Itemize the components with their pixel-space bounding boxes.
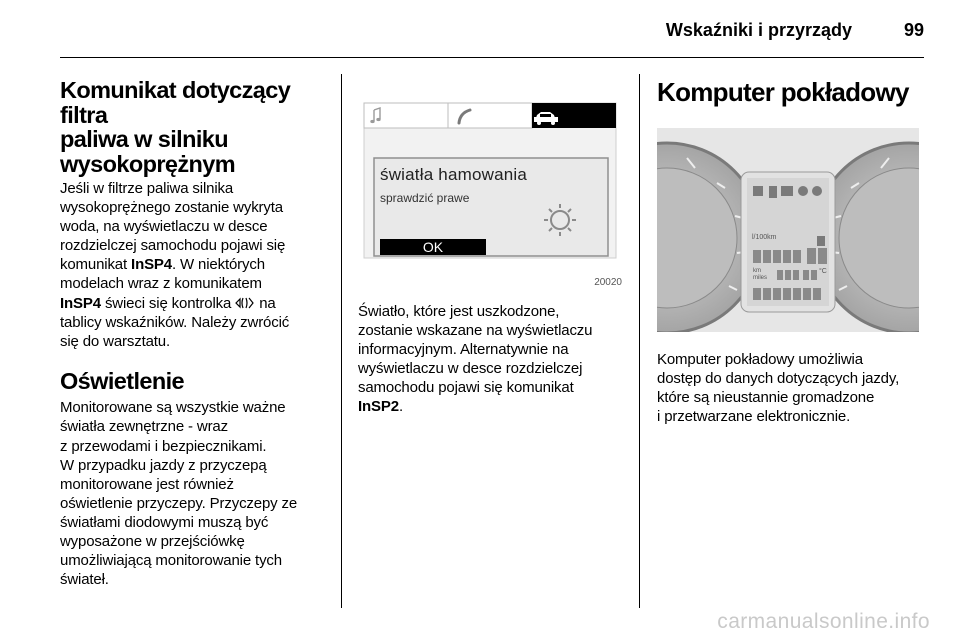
- display-ok-button: OK: [422, 239, 444, 255]
- text-fragment: . W niektórych: [171, 256, 265, 274]
- glow-plug-warning-icon: [235, 296, 255, 310]
- text-line: Komputer pokładowy umożliwia: [657, 351, 863, 368]
- text-line: świateł.: [60, 571, 109, 589]
- section-title-line: paliwa w silniku: [60, 126, 229, 152]
- info-display-figure: [358, 77, 624, 292]
- page-header-title: Wskaźniki i przyrządy: [665, 20, 852, 40]
- cluster-unit-consumption: l/100km: [752, 234, 777, 241]
- message-code-insp4: InSP4: [131, 256, 172, 274]
- text-line: wysokoprężnego zostanie wykryta: [60, 199, 283, 217]
- text-line: zostanie wskazane na wyświetlaczu: [358, 322, 593, 340]
- cluster-unit-temperature: °C: [819, 268, 827, 275]
- display-message-title: światła hamowania: [380, 165, 528, 184]
- fuel-filter-paragraph: [60, 179, 330, 351]
- text-line: oświetlenie przyczepy. Przyczepy ze: [60, 494, 298, 512]
- message-code-insp4: InSP4: [60, 294, 101, 312]
- text-line: Jeśli w filtrze paliwa silnika: [60, 180, 234, 197]
- page-number: 99: [903, 20, 924, 40]
- figure-number: 20020: [594, 277, 622, 288]
- text-line: się do warsztatu.: [60, 332, 171, 350]
- text-line: wyświetlaczu w desce rozdzielczej: [358, 360, 583, 378]
- text-line: tablicy wskaźników. Należy zwrócić: [60, 313, 290, 331]
- display-message-subtitle: sprawdzić prawe: [380, 191, 470, 205]
- cluster-unit-miles: miles: [753, 275, 768, 281]
- text-line: światła zewnętrzne - wraz: [60, 418, 228, 436]
- text-line: modelach wraz z komunikatem: [60, 275, 262, 293]
- text-line: Monitorowane są wszystkie ważne: [60, 399, 286, 417]
- text-fragment: świeci się kontrolka: [100, 294, 236, 312]
- onboard-computer-paragraph: [657, 350, 932, 426]
- instrument-cluster-illustration: [657, 128, 919, 332]
- text-line: rozdzielczej samochodu pojawi się: [60, 237, 286, 255]
- section-title-onboard-computer: Komputer pokładowy: [657, 77, 909, 107]
- lighting-paragraph: [60, 398, 330, 589]
- section-title-line: Komunikat dotyczący filtra: [60, 77, 291, 128]
- header-rule: [60, 57, 924, 58]
- text-line: woda, na wyświetlaczu w desce: [60, 218, 268, 236]
- text-line: Światło, które jest uszkodzone,: [358, 303, 560, 320]
- text-line: informacyjnym. Alternatywnie na: [358, 341, 569, 359]
- column-divider-right: [639, 74, 640, 608]
- text-line: monitorowane jest również: [60, 475, 234, 493]
- left-column: [60, 78, 330, 589]
- column-divider-left: [341, 74, 342, 608]
- section-title-fuel-filter: [60, 78, 330, 176]
- section-title-line: wysokoprężnym: [60, 150, 236, 177]
- footer-watermark: carmanualsonline.info: [717, 610, 930, 633]
- text-line: z przewodami i bezpiecznikami.: [60, 437, 267, 455]
- text-line: które są nieustannie gromadzone: [657, 389, 875, 407]
- faulty-light-paragraph: [358, 302, 628, 417]
- text-line: światłami diodowymi muszą być: [60, 513, 269, 531]
- text-line: samochodu pojawi się komunikat: [358, 379, 574, 397]
- middle-column-text: [358, 302, 628, 417]
- text-fragment: na: [255, 294, 276, 312]
- text-line: dostęp do danych dotyczących jazdy,: [657, 370, 900, 388]
- text-fragment: komunikat: [60, 256, 132, 274]
- section-title-lighting: Oświetlenie: [60, 367, 185, 394]
- right-column-text: [657, 350, 932, 426]
- text-line: i przetwarzane elektronicznie.: [657, 408, 851, 426]
- text-line: wyposażone w przejściówkę: [60, 533, 245, 550]
- message-code-insp2: InSP2: [358, 398, 399, 416]
- cluster-unit-km: km: [753, 268, 761, 274]
- right-column: [657, 78, 927, 106]
- text-line: W przypadku jazdy z przyczepą: [60, 456, 267, 474]
- text-line: umożliwiającą monitorowanie tych: [60, 552, 282, 570]
- instrument-cluster-figure: [657, 128, 919, 332]
- text-fragment: .: [398, 398, 403, 416]
